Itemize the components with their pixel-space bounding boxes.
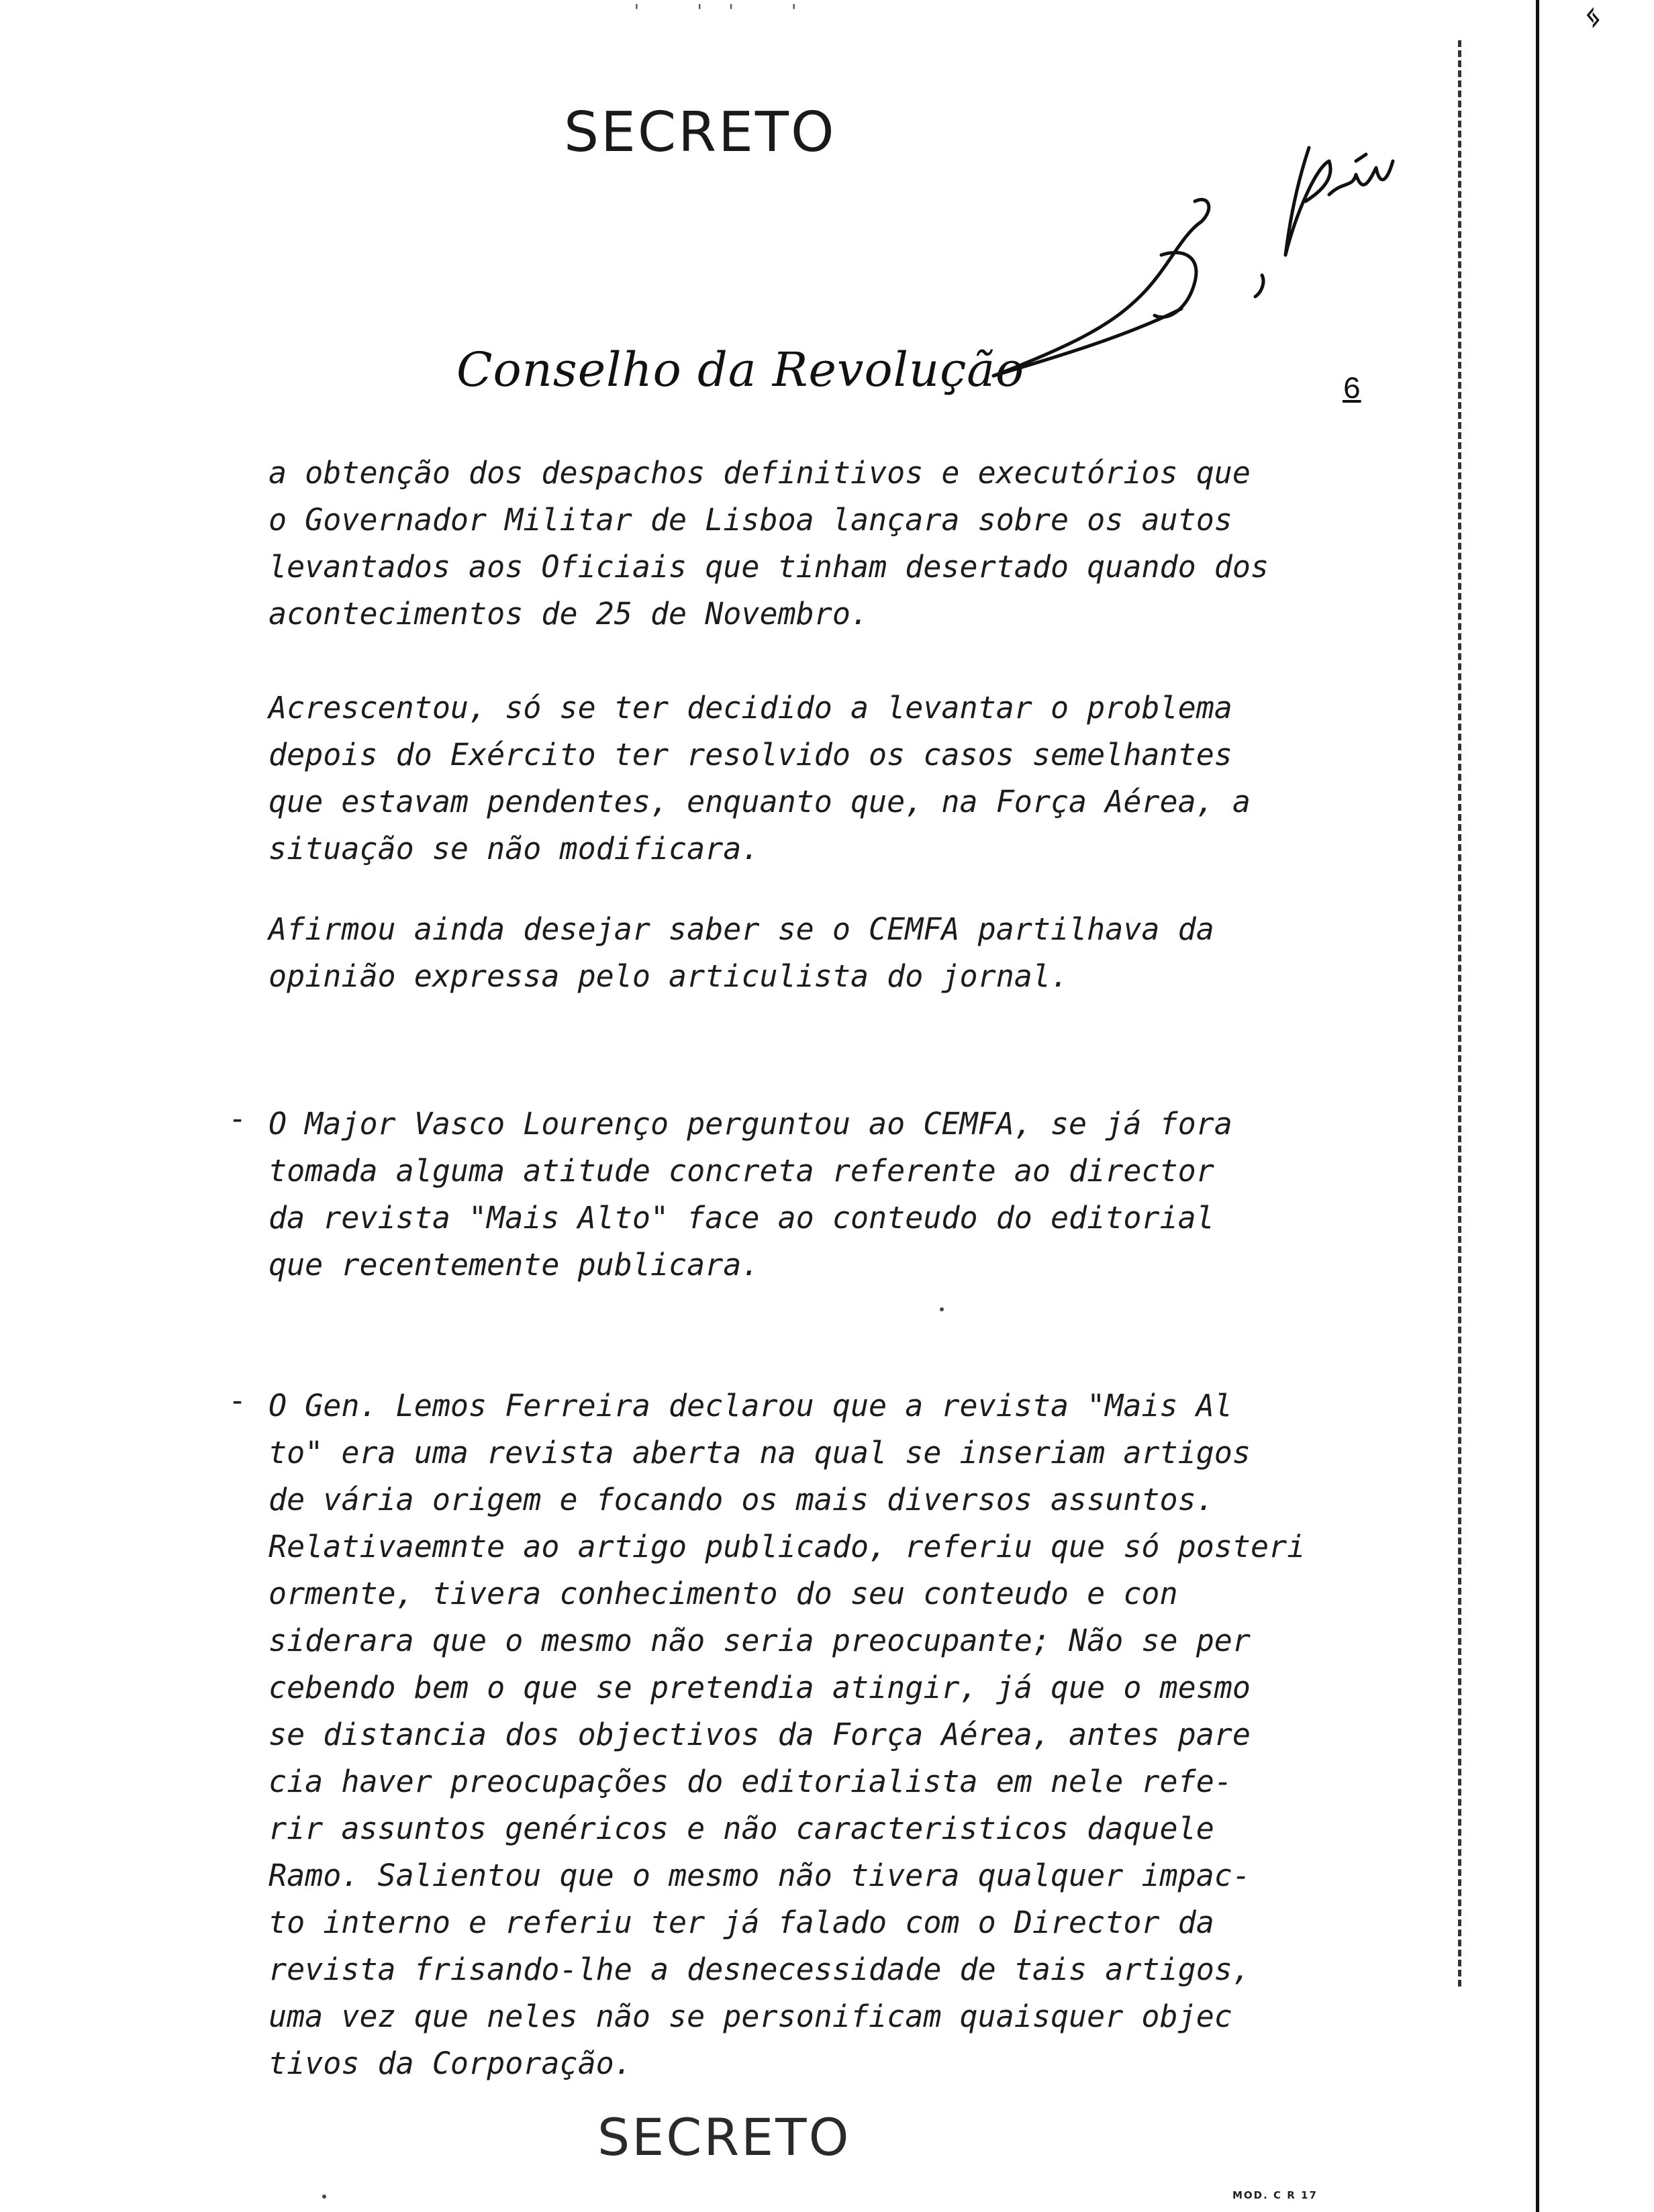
text-line: revista frisando-lhe a desnecessidade de tais artigos, — [269, 1952, 1251, 1987]
text-line: Afirmou ainda desejar saber se o CEMFA partilhava da — [269, 911, 1214, 947]
scan-edge-line — [1536, 0, 1539, 2212]
text-line: acontecimentos de 25 de Novembro. — [269, 596, 869, 632]
bullet-dash: - — [228, 1101, 247, 1136]
text-line: da revista "Mais Alto" face ao conteudo do editorial — [269, 1200, 1214, 1236]
text-line: Acrescentou, só se ter decidido a levantar o problema — [269, 690, 1232, 725]
text-line: cia haver preocupações do editorialista em nele refe- — [269, 1764, 1232, 1799]
text-line: tomada alguma atitude concreta referente ao director — [269, 1153, 1214, 1189]
text-line: O Gen. Lemos Ferreira declarou que a revista "Mais Al — [269, 1388, 1232, 1423]
text-line: tivos da Corporação. — [269, 2046, 632, 2081]
text-line: opinião expressa pelo articulista do jornal. — [269, 958, 1069, 994]
text-line: cebendo bem o que se pretendia atingir, já que o mesmo — [269, 1670, 1251, 1705]
paragraph-1 — [269, 450, 1316, 638]
scan-speck — [322, 2195, 326, 2199]
paragraph-2 — [269, 685, 1316, 872]
text-line: que recentemente publicara. — [269, 1247, 760, 1283]
scan-edge-dashed-line — [1458, 40, 1461, 1987]
text-line: to" era uma revista aberta na qual se inseriam artigos — [269, 1435, 1251, 1470]
text-line: levantados aos Oficiais que tinham desertado quando dos — [269, 549, 1269, 585]
top-edge-marks: ' '' ' — [631, 0, 820, 22]
text-line: O Major Vasco Lourenço perguntou ao CEMFA, se já fora — [269, 1106, 1232, 1142]
paragraph-3 — [269, 906, 1316, 1000]
text-line: uma vez que neles não se personificam quaisquer objec — [269, 1999, 1232, 2034]
paragraph-5 — [269, 1382, 1316, 2087]
form-code: MOD. C R 17 — [1232, 2189, 1318, 2201]
corner-mark: ᛃ — [1584, 0, 1602, 34]
text-line: que estavam pendentes, enquanto que, na Força Aérea, a — [269, 784, 1251, 819]
text-line: siderara que o mesmo não seria preocupante; Não se per — [269, 1623, 1251, 1658]
handwritten-signature — [980, 121, 1396, 403]
text-line: a obtenção dos despachos definitivos e executórios que — [269, 455, 1251, 491]
text-line: depois do Exército ter resolvido os casos semelhantes — [269, 737, 1232, 772]
text-line: se distancia dos objectivos da Força Aérea, antes pare — [269, 1717, 1251, 1752]
text-line: Relativaemnte ao artigo publicado, referiu que só posteriormente, tivera conhecimento do seu conteudo e con — [269, 1529, 1306, 1611]
classification-stamp-bottom: SECRETO — [597, 2107, 851, 2167]
paragraph-4 — [269, 1101, 1316, 1289]
letterhead-title: Conselho da Revolução — [456, 342, 1025, 397]
text-line: Ramo. Salientou que o mesmo não tivera qualquer impac- — [269, 1858, 1251, 1893]
classification-stamp-top: SECRETO — [564, 101, 836, 164]
scan-speck — [940, 1307, 944, 1311]
text-line: de vária origem e focando os mais diversos assuntos. — [269, 1482, 1214, 1517]
text-line: o Governador Militar de Lisboa lançara sobre os autos — [269, 502, 1232, 538]
text-line: rir assuntos genéricos e não caracteristicos daquele — [269, 1811, 1214, 1846]
text-line: to interno e referiu ter já falado com o Director da — [269, 1905, 1214, 1940]
bullet-dash: - — [228, 1382, 247, 1418]
page-number: 6 — [1343, 372, 1361, 407]
text-line: situação se não modificara. — [269, 831, 760, 866]
